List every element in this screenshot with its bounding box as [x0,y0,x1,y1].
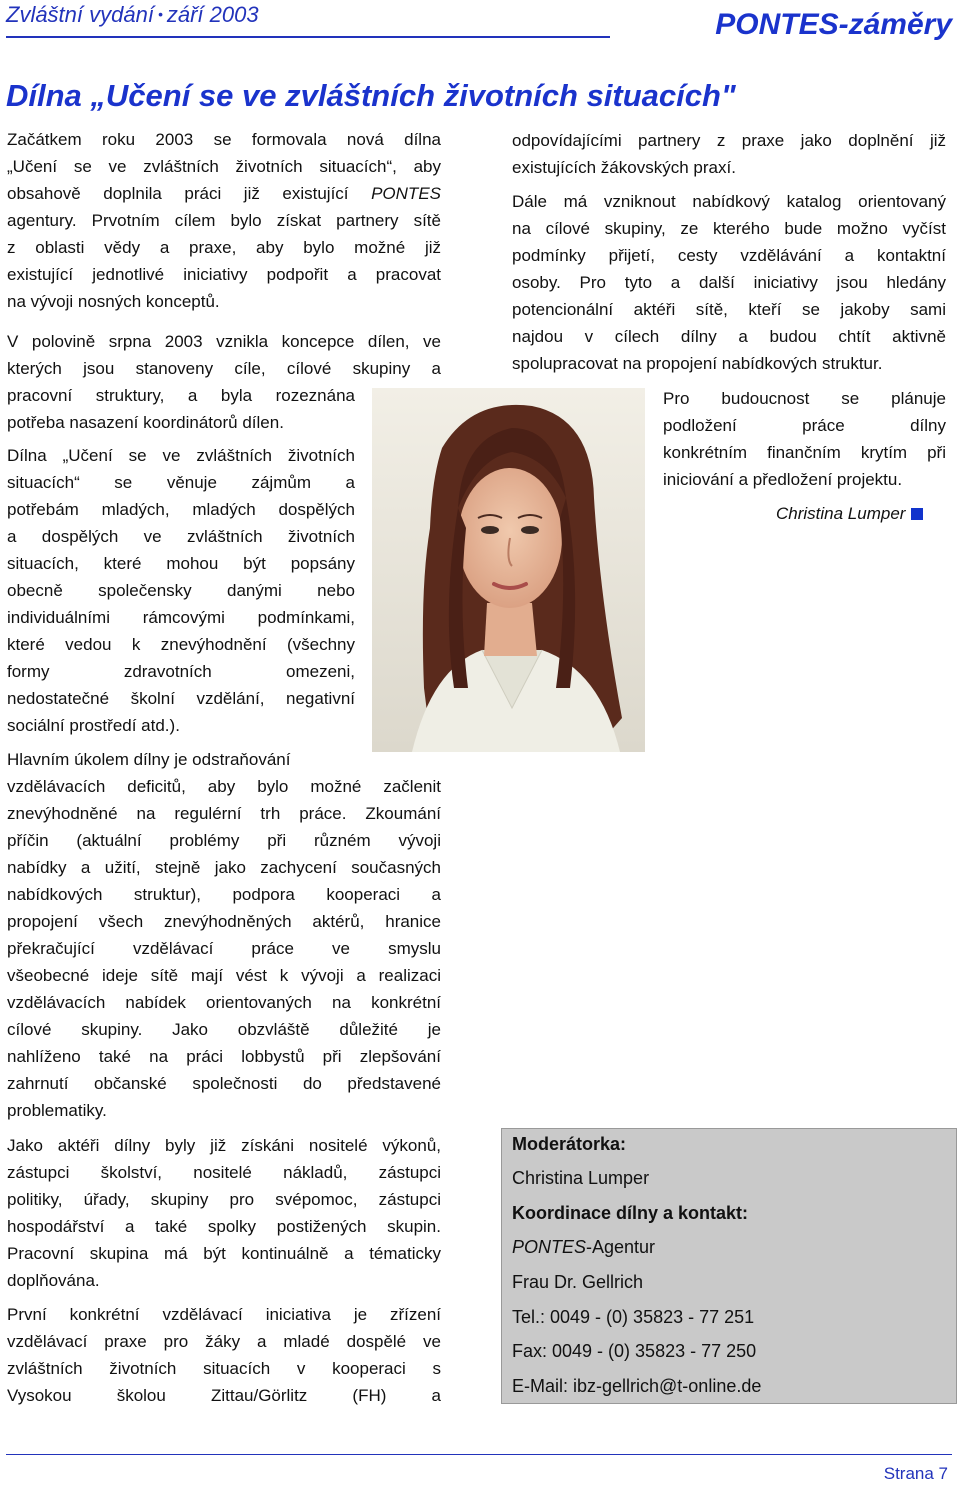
text-line: pracovní struktury, a byla rozeznána [7,386,355,405]
text-line: politiky, úřady, skupiny pro svépomoc, zástupci [7,1190,441,1209]
right-paragraph-1 [512,127,946,181]
text-line: překračující vzdělávací práce ve smyslu [7,939,441,958]
text-line: potřeba nasazení koordinátorů dílen. [7,413,284,432]
text-line: Vysokou školou Zittau/Görlitz (FH) a [7,1386,441,1405]
pontes-name: PONTES [371,184,441,203]
footer-rule [6,1454,952,1455]
text-line: obsahově doplnila práci již existující PONTES [7,184,441,203]
text-line: všeobecné ideje sítě mají vést k vývoji a realizaci [7,966,441,985]
text-line: spolupracovat na propojení nabídkových struktur. [512,354,883,373]
text-line: Jako aktéři dílny byly již získáni nositelé výkonů, [7,1136,441,1155]
paragraph-6 [7,1301,441,1409]
text-line: První konkrétní vzdělávací iniciativa je zřízení [7,1305,441,1324]
paragraph-5 [7,1132,441,1294]
text-line: situacích, které mohou být popsány [7,554,355,573]
text-line: Hlavním úkolem dílny je odstraňování [7,750,291,769]
article-title: Dílna „Učení se ve zvláštních životních situacích" [6,78,736,113]
agency-name: PONTES-Agentur [512,1237,656,1257]
text-line: cílové skupiny. Jako obzvláště důležité je [7,1020,441,1039]
paragraph-1 [7,126,441,315]
author-signature [776,504,923,524]
right-paragraph-3 [663,385,946,493]
text-line: hospodářství a také spolky postižených skupin. [7,1217,441,1236]
contact-person: Frau Dr. Gellrich [512,1272,644,1292]
text-line: Pro budoucnost se plánuje [663,389,946,408]
text-line: podložení práce dílny [663,416,946,435]
paragraph-3 [7,442,355,739]
text-line: problematiky. [7,1101,107,1120]
text-line: na vývoji nosných konceptů. [7,292,220,311]
text-line: agentury. Prvotním cílem bylo získat partnery sítě [7,211,441,230]
text-line: zvláštních životních situacích v kooperaci s [7,1359,441,1378]
text-line: na cílové skupiny, ze kterého bude možno vyčíst [512,219,946,238]
text-line: existujících žákovských praxí. [512,158,736,177]
text-line: formy zdravotních omezeni, [7,662,355,681]
text-line: které vedou k znevýhodnění (všechny [7,635,355,654]
text-line: situacích“ se věnuje zájmům a [7,473,355,492]
text-line: odpovídajícími partnery z praxe jako doplnění již [512,131,946,150]
text-line: příčin (aktuální problémy při různém vývoji [7,831,441,850]
text-line: vzdělávací praxe pro žáky a mladé dospělé ve [7,1332,441,1351]
text-line: Pracovní skupina má být kontinuálně a tématicky [7,1244,441,1263]
text-line: nedostatečné školní vzdělání, negativní [7,689,355,708]
text-line: iniciování a předložení projektu. [663,470,903,489]
text-line: nahlíženo také na práci lobbystů při zlepšování [7,1047,441,1066]
text-line: doplňována. [7,1271,100,1290]
moderator-label: Moderátorka: [512,1134,627,1154]
issue-label: Zvláštní vydání [6,2,154,27]
text-line: vzdělávacích nabídek orientovaných na konkrétní [7,993,441,1012]
portrait-photo [372,388,645,752]
text-line: „Učení se ve zvláštních životních situacích“, aby [7,157,441,176]
text-line: najdou v cílech dílny a budou chtít aktivně [512,327,946,346]
contact-email[interactable]: E-Mail: ibz-gellrich@t-online.de [512,1376,762,1396]
text-line: konkrétním finančním krytím při [663,443,946,462]
text-line: Dále má vzniknout nabídkový katalog orientovaný [512,192,946,211]
text-line: a dospělých ve zvláštních životních [7,527,355,546]
right-paragraph-2 [512,188,946,377]
brand-title: PONTES-záměry [715,8,952,41]
page-number: Strana 7 [883,1464,948,1483]
text-line: podmínky přijetí, cesty vzdělávání a kontaktní [512,246,946,265]
text-line: nabídkových struktur), podpora kooperaci a [7,885,441,904]
text-line: kterých jsou stanoveny cíle, cílové skupiny a [7,359,441,378]
text-line: obecně společensky danými nebo [7,581,355,600]
portrait-icon [372,388,645,752]
text-line: zahrnutí občanské společnosti do představené [7,1074,441,1093]
text-line: existující jednotlivé iniciativy podpořit a pracovat [7,265,441,284]
coordination-label: Koordinace dílny a kontakt: [512,1203,749,1223]
text-line: znevýhodněné na regulérní trh práce. Zkoumání [7,804,441,823]
contact-phone: Tel.: 0049 - (0) 35823 - 77 251 [512,1307,755,1327]
end-square-icon [911,508,923,520]
bullet-separator: • [157,6,163,22]
text-line: zástupci školství, nositelé nákladů, zástupci [7,1163,441,1182]
text-line: potřebám mladých, mladých dospělých [7,500,355,519]
text-line: Dílna „Učení se ve zvláštních životních [7,446,355,465]
author-name: Christina Lumper [776,504,906,523]
text-line: propojení všech znevýhodněných aktérů, hranice [7,912,441,931]
header-rule [6,36,610,38]
contact-box [501,1128,957,1404]
contact-fax: Fax: 0049 - (0) 35823 - 77 250 [512,1341,757,1361]
text-line: vzdělávacích deficitů, aby bylo možné začlenit [7,777,441,796]
text-line: osoby. Pro tyto a další iniciativy jsou hledány [512,273,946,292]
paragraph-4 [7,746,441,1124]
issue-date: září 2003 [166,2,259,27]
text-line: potencionální aktéři sítě, kteří se jakoby sami [512,300,946,319]
moderator-name: Christina Lumper [512,1168,650,1188]
text-line: V polovině srpna 2003 vznikla koncepce dílen, ve [7,332,441,351]
issue-header [6,2,259,28]
text-line: individuálními rámcovými podmínkami, [7,608,355,627]
text-line: z oblasti vědy a praxe, aby bylo možné již [7,238,441,257]
text-line: sociální prostředí atd.). [7,716,180,735]
text-line: nabídky a užití, stejně jako zachycení současných [7,858,441,877]
text-line: Začátkem roku 2003 se formovala nová dílna [7,130,441,149]
